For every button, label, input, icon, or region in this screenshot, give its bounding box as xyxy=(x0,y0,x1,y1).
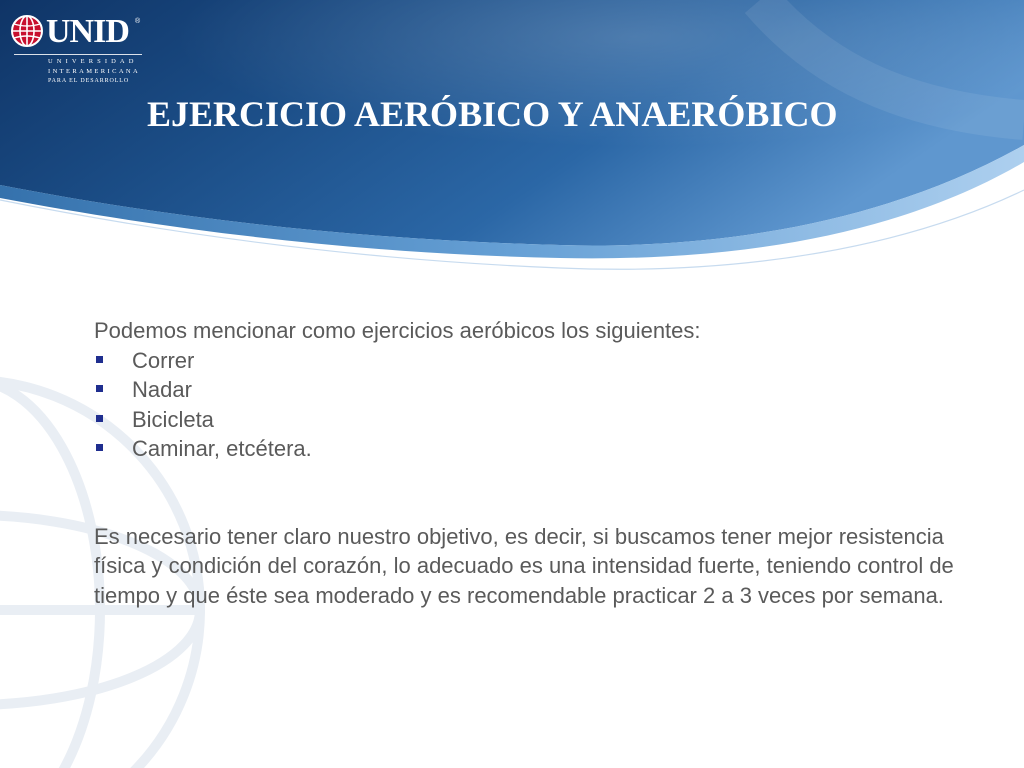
bullet-text: Caminar, etcétera. xyxy=(132,436,312,461)
unid-logo xyxy=(10,12,140,82)
logo-divider xyxy=(14,54,142,55)
bullet-item xyxy=(94,375,954,405)
bullet-item xyxy=(94,405,954,435)
bullet-text: Correr xyxy=(132,347,195,373)
bullet-text: Nadar xyxy=(132,377,192,402)
header-banner xyxy=(0,0,1024,300)
intro-text: Podemos mencionar como ejercicios aeróbicos los siguientes: xyxy=(94,318,701,343)
square-bullet-icon xyxy=(96,415,103,422)
bullet-item xyxy=(94,346,954,376)
slide-title: EJERCICIO AERÓBICO Y ANAERÓBICO xyxy=(147,94,838,134)
bullet-item xyxy=(94,434,954,464)
globe-logo-icon xyxy=(10,14,44,48)
bullet-text: Bicicleta xyxy=(132,406,214,432)
logo-wordmark: UNID xyxy=(46,13,129,50)
logo-line-interamericana: INTERAMERICANA xyxy=(48,68,141,75)
logo-line-desarrollo: PARA EL DESARROLLO xyxy=(48,78,130,84)
registered-mark: ® xyxy=(135,18,141,25)
bullet-list xyxy=(94,346,954,464)
logo-line-universidad: UNIVERSIDAD xyxy=(48,58,138,65)
slide-body xyxy=(94,316,954,610)
square-bullet-icon xyxy=(96,385,103,392)
square-bullet-icon xyxy=(96,444,103,451)
body-paragraph: Es necesario tener claro nuestro objetivo, es decir, si buscamos tener mejor resistencia física y condición del corazón, lo adecuado es una intensidad fuerte, teniendo control de tiempo y que éste sea moderado y es recomendable practicar 2 a 3 veces por semana. xyxy=(94,523,954,608)
square-bullet-icon xyxy=(96,356,103,363)
